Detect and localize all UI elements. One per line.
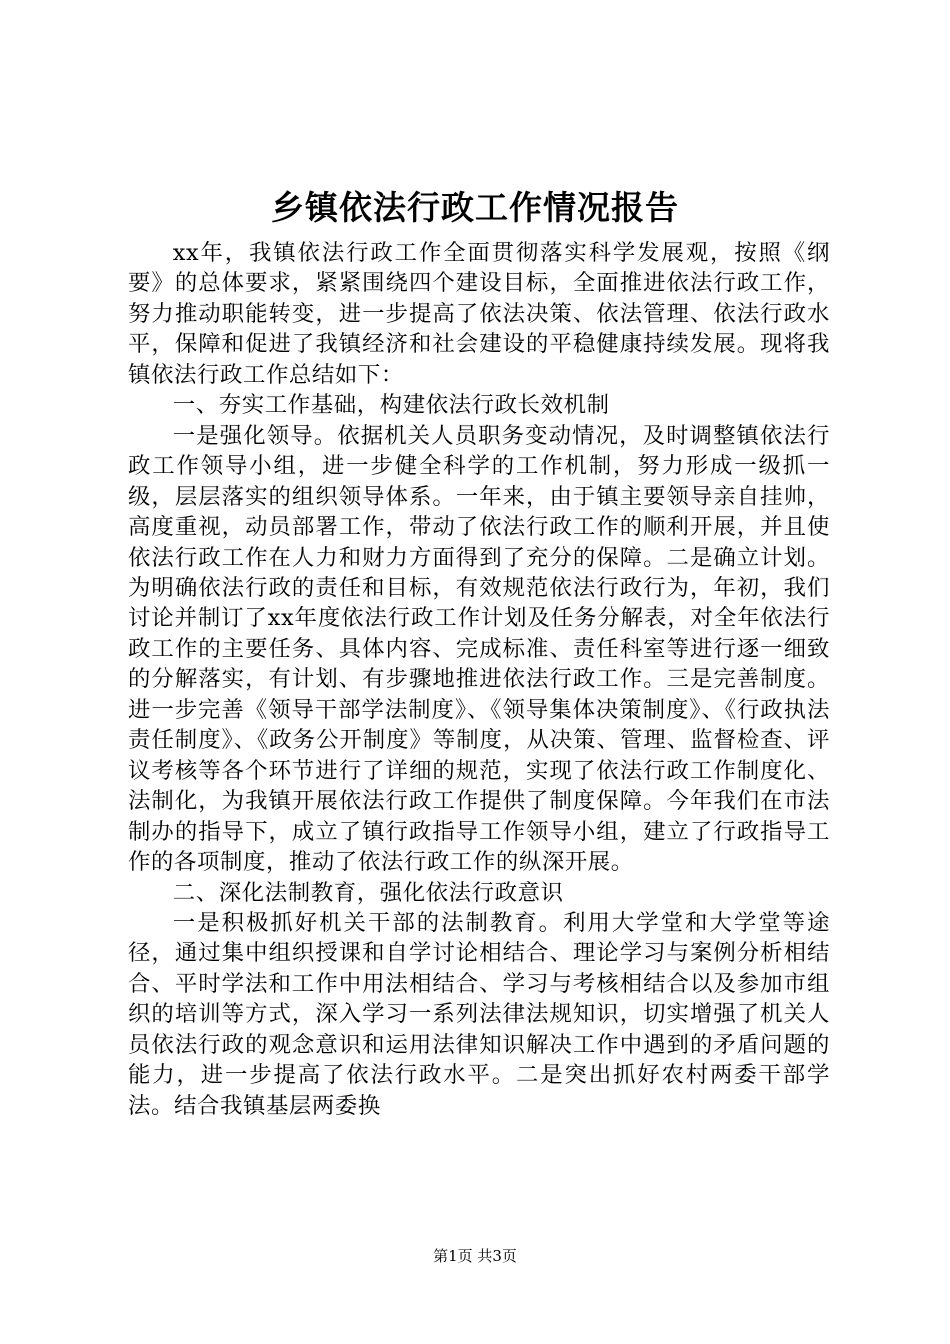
document-body (128, 238, 830, 1121)
document-title: 乡镇依法行政工作情况报告 (271, 188, 679, 227)
section-heading-2: 二、深化法制教育，强化依法行政意识 (172, 879, 564, 906)
intro-paragraph: xx年，我镇依法行政工作全面贯彻落实科学发展观，按照《纲要》的总体要求，紧紧围绕四个建设目标，全面推进依法行政工作，努力推动职能转变，进一步提高了依法决策、依法管理、依法行政水平，保障和促进了我镇经济和社会建设的平稳健康持续发展。现将我镇依法行政工作总结如下： (128, 240, 830, 388)
section-heading-1: 一、夯实工作基础，构建依法行政长效机制 (172, 392, 610, 419)
page-number-footer: 第1页 共3页 (433, 1247, 517, 1265)
section-1-paragraph: 一是强化领导。依据机关人员职务变动情况，及时调整镇依法行政工作领导小组，进一步健全科学的工作机制，努力形成一级抓一级，层层落实的组织领导体系。一年来，由于镇主要领导亲自挂帅，高度重视，动员部署工作，带动了依法行政工作的顺利开展，并且使依法行政工作在人力和财力方面得到了充分的保障。二是确立计划。为明确依法行政的责任和目标，有效规范依法行政行为，年初，我们讨论并制订了xx年度依法行政工作计划及任务分解表，对全年依法行政工作的主要任务、具体内容、完成标准、责任科室等进行逐一细致的分解落实，有计划、有步骤地推进依法行政工作。三是完善制度。进一步完善《领导干部学法制度》、《领导集体决策制度》、《行政执法责任制度》、《政务公开制度》等制度，从决策、管理、监督检查、评议考核等各个环节进行了详细的规范，实现了依法行政工作制度化、法制化，为我镇开展依法行政工作提供了制度保障。今年我们在市法制办的指导下，成立了镇行政指导工作领导小组，建立了行政指导工作的各项制度，推动了依法行政工作的纵深开展。 (128, 422, 830, 876)
section-2-paragraph: 一是积极抓好机关干部的法制教育。利用大学堂和大学堂等途径，通过集中组织授课和自学讨论相结合、理论学习与案例分析相结合、平时学法和工作中用法相结合、学习与考核相结合以及参加市组织的培训等方式，深入学习一系列法律法规知识，切实增强了机关人员依法行政的观念意识和运用法律知识解决工作中遇到的矛盾问题的能力，进一步提高了依法行政水平。二是突出抓好农村两委干部学法。结合我镇基层两委换 (128, 909, 830, 1119)
